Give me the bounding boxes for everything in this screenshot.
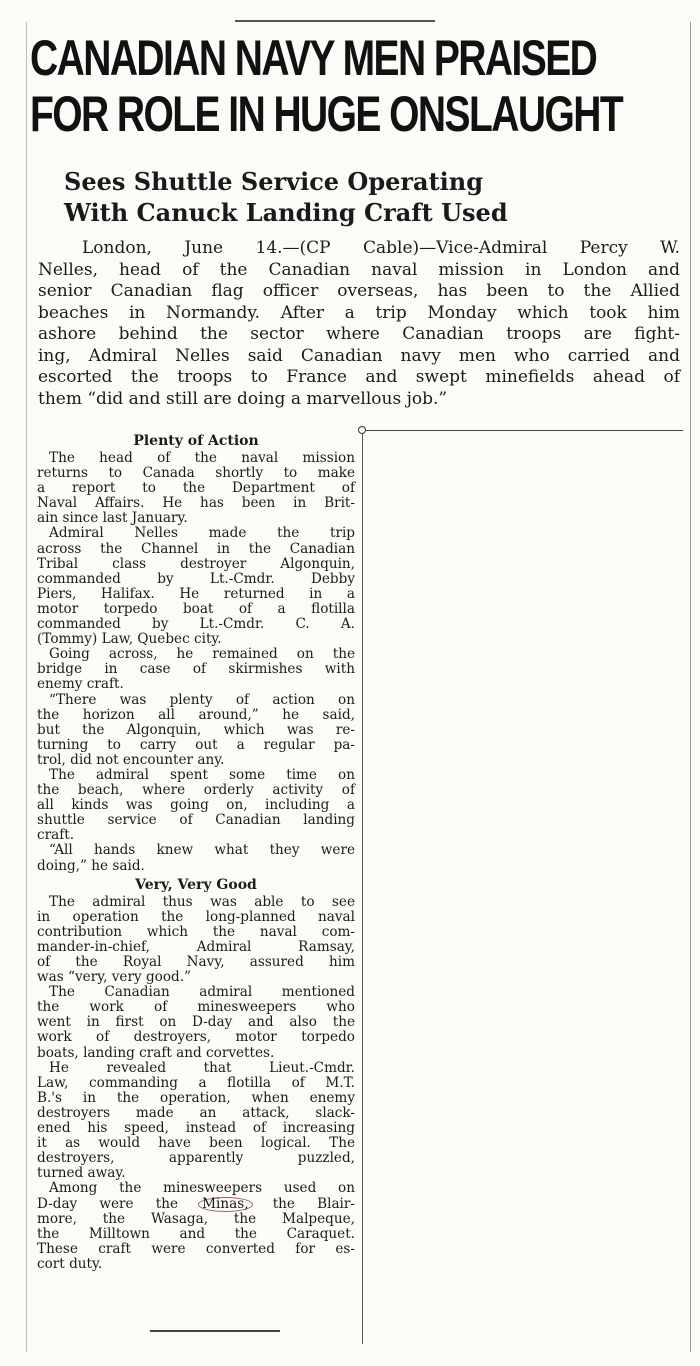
body-line: B.'s in the operation, when enemy	[37, 1089, 355, 1106]
lead-line: them “did and still are doing a marvellous job.”	[38, 388, 448, 409]
body-line: of the Royal Navy, assured him	[37, 954, 355, 970]
body-line: The Canadian admiral mentioned	[49, 984, 355, 1001]
body-text: D-day were the	[37, 1195, 201, 1212]
body-line: the work of minesweepers who	[37, 999, 355, 1016]
body-line: across the Channel in the Canadian	[37, 540, 355, 557]
body-line: contribution which the naval com-	[37, 923, 355, 940]
body-line: trol, did not encounter any.	[37, 751, 225, 768]
body-line: turned away.	[37, 1165, 126, 1182]
body-line: destroyers made an attack, slack-	[37, 1104, 355, 1121]
body-line: doing,” he said.	[37, 857, 145, 874]
body-line: cort duty.	[37, 1255, 103, 1272]
headline-line: FOR ROLE IN HUGE ONSLAUGHT	[30, 86, 623, 142]
subheadline	[64, 166, 624, 228]
body-line: was “very, very good.”	[37, 969, 191, 986]
top-rule	[235, 20, 435, 22]
body-line: the Milltown and the Caraquet.	[37, 1225, 355, 1242]
lead-paragraph	[38, 238, 680, 410]
clipping-edge-left	[26, 22, 27, 1352]
body-line: Piers, Halifax. He returned in a	[37, 585, 355, 602]
body-line: it as would have been logical. The	[37, 1135, 355, 1152]
lead-line: escorted the troops to France and swept minefields ahead of	[38, 367, 680, 387]
body-line: (Tommy) Law, Quebec city.	[37, 631, 222, 648]
lead-line: senior Canadian flag officer overseas, has been to the Allied	[38, 281, 680, 301]
body-line: ain since last January.	[37, 510, 188, 527]
body-line: destroyers, apparently puzzled,	[37, 1150, 355, 1167]
lead-line: ing, Admiral Nelles said Canadian navy men who carried and	[38, 345, 680, 366]
section-heading: Plenty of Action	[133, 433, 259, 449]
body-line-minas	[37, 1197, 355, 1212]
body-line: went in first on D-day and also the	[37, 1014, 355, 1031]
section-heading: Very, Very Good	[135, 876, 257, 893]
body-line: “All hands knew what they were	[49, 842, 355, 859]
body-line: Naval Affairs. He has been in Brit-	[37, 495, 355, 512]
circled-word-minas: Minas,	[198, 1197, 252, 1212]
headline	[30, 30, 623, 142]
body-line: These craft were converted for es-	[37, 1240, 355, 1257]
article-column	[37, 430, 355, 1272]
body-line: The admiral spent some time on	[49, 766, 355, 783]
body-line: Law, commanding a flotilla of M.T.	[37, 1074, 355, 1091]
body-line: turning to carry out a regular pa-	[37, 736, 355, 753]
body-line: The head of the naval mission	[49, 450, 355, 466]
body-line: commanded by Lt.-Cmdr. Debby	[37, 570, 355, 587]
lead-line: London, June 14.—(CP Cable)—Vice-Admiral Percy W.	[82, 238, 680, 258]
body-line: Among the minesweepers used on	[49, 1180, 355, 1197]
body-text: the Blair-	[250, 1195, 355, 1212]
end-rule	[150, 1330, 280, 1332]
body-line: the horizon all around,” he said,	[37, 706, 355, 723]
body-line: commanded by Lt.-Cmdr. C. A.	[37, 616, 355, 633]
subheadline-line: Sees Shuttle Service Operating	[64, 167, 484, 196]
body-line: boats, landing craft and corvettes.	[37, 1044, 275, 1061]
body-line: “There was plenty of action on	[49, 691, 355, 708]
body-line: motor torpedo boat of a flotilla	[37, 600, 355, 617]
body-line: a report to the Department of	[37, 480, 355, 497]
column-rule	[365, 430, 683, 431]
body-line: mander-in-chief, Admiral Ramsay,	[37, 938, 355, 955]
lead-line: ashore behind the sector where Canadian troops are fight-	[38, 324, 680, 344]
body-line: craft.	[37, 827, 75, 844]
body-line: Admiral Nelles made the trip	[49, 525, 355, 542]
lead-line: beaches in Normandy. After a trip Monday which took him	[38, 302, 680, 323]
column-divider	[362, 434, 363, 1344]
body-line: in operation the long-planned naval	[37, 908, 355, 925]
lead-line: Nelles, head of the Canadian naval mission in London and	[38, 259, 680, 280]
body-line: He revealed that Lieut.-Cmdr.	[49, 1059, 355, 1076]
body-line: all kinds was going on, including a	[37, 797, 355, 814]
body-line: the beach, where orderly activity of	[37, 782, 355, 799]
body-line: returns to Canada shortly to make	[37, 465, 355, 482]
body-line: work of destroyers, motor torpedo	[37, 1029, 355, 1046]
headline-line: CANADIAN NAVY MEN PRAISED	[30, 30, 597, 86]
clipping-edge-right	[690, 22, 691, 1352]
body-line: but the Algonquin, which was re-	[37, 721, 355, 738]
body-line: The admiral thus was able to see	[49, 893, 355, 910]
body-line: Going across, he remained on the	[49, 646, 355, 663]
body-line: bridge in case of skirmishes with	[37, 661, 355, 678]
subheadline-line: With Canuck Landing Craft Used	[64, 198, 508, 227]
body-line: Tribal class destroyer Algonquin,	[37, 555, 355, 572]
body-line: more, the Wasaga, the Malpeque,	[37, 1210, 355, 1227]
body-line: ened his speed, instead of increasing	[37, 1120, 355, 1137]
body-line: enemy craft.	[37, 676, 124, 693]
body-line: shuttle service of Canadian landing	[37, 812, 355, 829]
